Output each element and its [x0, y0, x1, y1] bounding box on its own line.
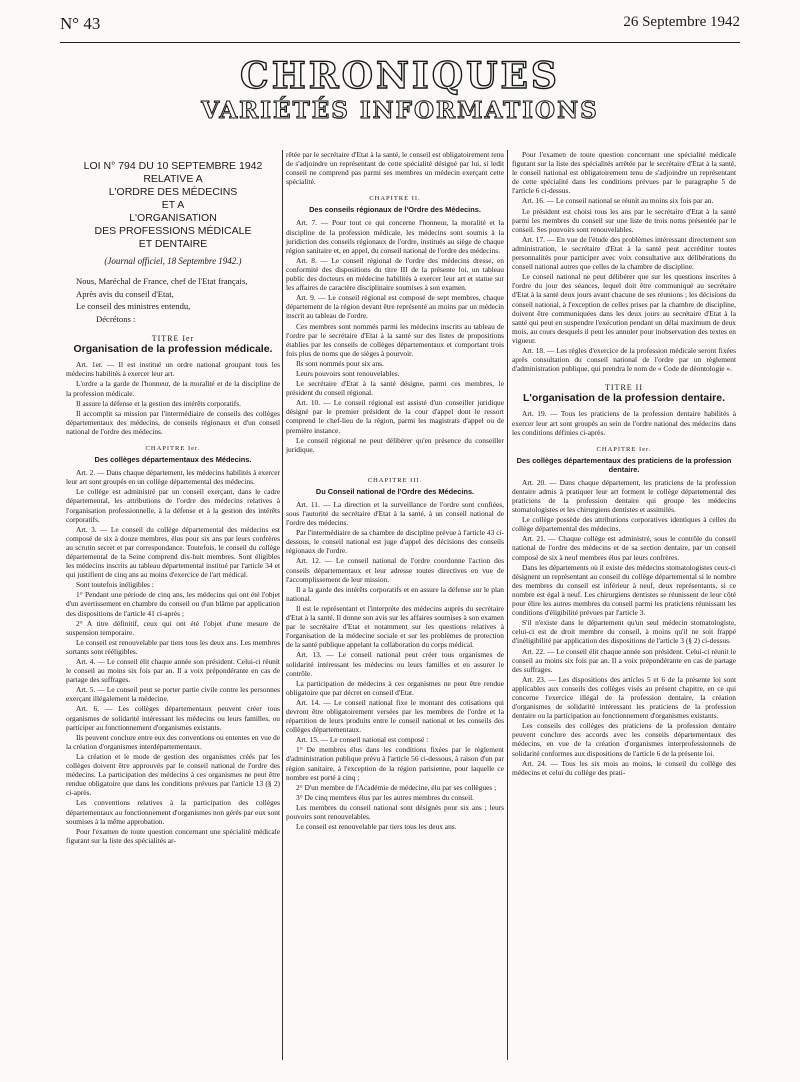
article-paragraph: Par l'intermédiaire de sa chambre de discipline prévue à l'article 43 ci-dessous, le conseil national est juge d'appel des décisions des conseils régionaux de l'ordre.: [286, 528, 504, 556]
article-paragraph: Art. 18. — Les règles d'exercice de la profession médicale seront fixées après consultation du conseil national de l'ordre par un règlement d'administration publique, qui prendra le nom de « Code de déontologie ».: [512, 345, 736, 374]
article-paragraph: Le collège possède des attributions corporatives identiques à celles du collège départemental des médecins.: [512, 515, 736, 534]
chapter-subheading: Des conseils régionaux de l'Ordre des Médecins.: [309, 205, 481, 215]
chapter-subheading: Du Conseil national de l'Ordre des Médecins.: [315, 486, 475, 496]
chapter-heading: CHAPITRE Ier.: [145, 445, 201, 453]
article-paragraph: Ils sont nommés pour six ans.: [296, 358, 384, 368]
article-paragraph: Art. 21. — Chaque collège est administré, sous le contrôle du conseil national de l'ordre des médecins et de sa section dentaire, par un conseil composé de six à neuf membres élus par leurs confrères.: [512, 534, 736, 562]
law-title-line: ET A: [161, 199, 185, 211]
titre-heading: TITRE II: [605, 383, 643, 393]
article-paragraph: Art. 10. — Le conseil régional est assisté d'un conseiller juridique désigné par le premier président de la cour d'appel dont le ressort comprend le chef-lieu de la région, parmi les magistrats d'appel ou de première instance.: [286, 398, 504, 435]
article-paragraph: Art. 15. — Le conseil national est composé :: [296, 735, 429, 745]
column-1: [66, 150, 280, 1068]
journal-reference: (Journal officiel, 18 Septembre 1942.): [104, 256, 242, 266]
chapter-heading: CHAPITRE II.: [369, 195, 421, 203]
article-paragraph: Les conseils des collèges des praticiens de la profession dentaire peuvent conclure des accords avec les conseils départementaux des médecins, en vue de la création d'organismes interprofessionnels de solidarité conformes aux dispositions de l'article 6 de la présente loi.: [512, 721, 736, 758]
law-title-line: L'ORDRE DES MÉDECINS: [108, 186, 238, 198]
article-paragraph: Les conventions relatives à la participation des collèges départementaux au fonctionnement d'organismes non gérés par eux sont soumises à la même approbation.: [66, 798, 280, 826]
article-paragraph: Art. 19. — Tous les praticiens de la profession dentaire habilités à exercer leur art sont groupés au sein de l'ordre national des médecins dans les conditions définies ci-après.: [512, 409, 736, 437]
article-paragraph: Art. 13. — Le conseil national peut créer tous organismes de solidarité intéressant les médecins ou leurs familles et en assurer le contrôle.: [286, 650, 504, 678]
article-paragraph: Il assure la défense et la gestion des intérêts corporatifs.: [76, 398, 241, 408]
article-paragraph: Art. 20. — Dans chaque département, les praticiens de la profession dentaire admis à pratiquer leur art forment le collège départemental des praticiens de la profession dentaire qui groupe les médecins stomatologistes et les chirurgiens dentistes et assimilés.: [512, 477, 736, 515]
column-divider: [282, 150, 283, 1060]
issue-date: 26 Septembre 1942: [623, 14, 740, 30]
issue-number: N° 43: [60, 14, 101, 33]
masthead-subtitle: VARIÉTÉS INFORMATIONS: [201, 97, 599, 124]
article-paragraph: Art. 23. — Les dispositions des articles 5 et 6 de la présente loi sont applicables aux conseils des collèges visés au présent chapitre, en ce qui concerne l'exercice illégal de la profession dentaire, la création d'organismes de solidarité intéressant les praticiens de la profession dentaire ou la participation au fonctionnement d'organismes existants.: [512, 674, 736, 721]
article-paragraph: Art. 22. — Le conseil élit chaque année son président. Celui-ci réunit le conseil au moins six fois par an. Il a voix prépondérante en cas de partage des suffrages.: [512, 646, 736, 674]
article-paragraph: Le collège est administré par un conseil exerçant, dans le cadre départemental, les attributions de l'ordre des médecins relatives à l'organisation professionnelle, à la défense et à la gestion des intérêts corporatifs.: [66, 487, 280, 524]
chapter-heading: CHAPITRE Ier.: [596, 445, 652, 453]
page-header: [60, 14, 740, 40]
article-paragraph: Art. 11. — La direction et la surveillance de l'ordre sont confiées, sous l'autorité du secrétaire d'Etat à la santé, à un conseil national de l'ordre des médecins.: [286, 499, 504, 528]
article-paragraph: 1° De membres élus dans les conditions fixées par le règlement d'administration publique prévu à l'article 56 ci-dessous, à raison d'un par région sanitaire, à l'exception de la région parisienne, pour laquelle ce nombre est porté à cinq ;: [286, 745, 504, 782]
column-3: [512, 150, 736, 1068]
article-paragraph: Art. 5. — Le conseil peut se porter partie civile contre les personnes exerçant illégalement la médecine.: [66, 685, 280, 704]
article-paragraph: Sont toutefois inéligibles :: [76, 580, 154, 590]
article-paragraph: rêtée par le secrétaire d'Etat à la santé, le conseil est obligatoirement tenu de s'adjoindre un représentant de cette spécialité désigné par lui, si ledit conseil ne comprend pas parmi ses membres un médecin exerçant cette spécialité.: [286, 150, 504, 187]
article-paragraph: Leurs pouvoirs sont renouvelables.: [296, 368, 400, 378]
article-paragraph: Art. 9. — Le conseil régional est composé de sept membres, chaque département de la région devant être représenté au moins par un médecin inscrit au tableau de l'ordre.: [286, 293, 504, 321]
article-paragraph: Il a la garde des intérêts corporatifs et en assure la défense sur le plan national.: [286, 584, 504, 603]
law-title-line: ET DENTAIRE: [138, 238, 208, 250]
law-title-line: LOI N° 794 DU 10 SEPTEMBRE 1942: [83, 160, 263, 172]
article-paragraph: Le conseil est renouvelable par tiers tous les deux ans.: [296, 822, 457, 832]
preamble-line: Après avis du conseil d'Etat,: [76, 288, 174, 299]
article-paragraph: La participation de médecins à ces organismes ne peut être rendue obligatoire que par décret en conseil d'Etat.: [286, 678, 504, 697]
titre-heading: TITRE Ier: [151, 334, 195, 344]
article-paragraph: Le conseil est renouvelable par tiers tous les deux ans. Les membres sortants sont rééligibles.: [66, 637, 280, 656]
chapter-heading: CHAPITRE III.: [367, 476, 423, 484]
preamble-line: Nous, Maréchal de France, chef de l'Etat français,: [76, 276, 248, 287]
article-paragraph: Les membres du conseil national sont désignés pour six ans ; leurs pouvoirs sont renouvelables.: [286, 802, 504, 821]
article-paragraph: 2° A titre définitif, ceux qui ont été l'objet d'une mesure de suspension temporaire.: [66, 618, 280, 637]
article-paragraph: S'il n'existe dans le département qu'un seul médecin stomatologiste, celui-ci est de droit membre du conseil, à moins qu'il ne soit frappé d'inéligibilité par application des dispositions de l'article 3 (§ 2) ci-dessus.: [512, 618, 736, 646]
article-paragraph: La création et le mode de gestion des organismes créés par les collèges doivent être approuvés par le conseil national de l'ordre des médecins. La participation des médecins à ces organismes ne peut être rendue obligatoire que dans les conditions prévues par l'article 13 (§ 2) ci-après.: [66, 751, 280, 798]
article-paragraph: Dans les départements où il existe des médecins stomatologistes ceux-ci désignent un représentant au conseil du collège départemental si le nombre des membres du conseil est inférieur à neuf, deux représentants, si ce nombre est égal à neuf. Les chirurgiens dentistes se réunissent de leur côté pour élire les autres membres du conseil parmi les praticiens réunissant les conditions d'éligibilité prévues par l'article 3.: [512, 562, 736, 618]
article-paragraph: Art. 4. — Le conseil élit chaque année son président. Celui-ci réunit le conseil au moins six fois par an. Il a voix prépondérante en cas de partage des suffrages.: [66, 657, 280, 685]
article-paragraph: Ces membres sont nommés parmi les médecins inscrits au tableau de l'ordre par le secrétaire d'Etat à la santé sur des listes de propositions établies par les conseils de collèges départementaux et comportant trois fois plus de noms que de sièges à pourvoir.: [286, 321, 504, 358]
article-paragraph: Ils peuvent conclure entre eux des conventions ou ententes en vue de la création d'organismes interdépartementaux.: [66, 732, 280, 751]
article-paragraph: Il est le représentant et l'interprète des médecins auprès du secrétaire d'Etat à la santé. Il donne son avis sur les affaires soumises à son examen par le secrétaire d'Etat et notamment sur les questions relatives à l'organisation de la médecine sociale et sur les problèmes de protection de la santé publique appelant la collaboration du corps médical.: [286, 603, 504, 650]
preamble-line: Décrétons :: [96, 313, 136, 324]
article-paragraph: Le secrétaire d'Etat à la santé désigne, parmi ces membres, le président du conseil régional.: [286, 379, 504, 398]
article-paragraph: 3° De cinq membres élus par les autres membres du conseil.: [296, 792, 475, 802]
article-paragraph: Le président est choisi tous les ans par le secrétaire d'Etat à la santé parmi les membres du conseil sur une liste de trois noms présentée par le conseil. Ses pouvoirs sont renouvelables.: [512, 206, 736, 234]
article-paragraph: Art. 6. — Les collèges départementaux peuvent créer tous organismes de solidarité intéressant les médecins ou leurs familles, ou participer au fonctionnement d'organismes existants.: [66, 704, 280, 732]
article-paragraph: Art. 1er. — Il est institué un ordre national groupant tous les médecins habilités à exercer leur art.: [66, 360, 280, 379]
article-paragraph: Art. 16. — Le conseil national se réunit au moins six fois par an.: [522, 196, 714, 206]
article-paragraph: Le conseil régional ne peut délibérer qu'en présence du conseiller juridique.: [286, 435, 504, 454]
article-paragraph: Pour l'examen de toute question concernant une spécialité médicale figurant sur la liste des spécialités arrêtée par le secrétaire d'Etat à la santé, le conseil national est obligatoirement tenu de s'adjoindre un représentant de cette spécialité dans les conditions prévues par le paragraphe 5 de l'article 6 ci-dessus.: [512, 150, 736, 196]
column-divider: [507, 150, 508, 1060]
article-paragraph: Art. 3. — Le conseil du collège départemental des médecins est composé de six à douze membres, élus pour six ans par leurs confrères au scrutin secret et par correspondance. Toutefois, le conseil du collège départemental de la Seine comprend dix-huit membres. Sont éligibles les médecins inscrits au tableau départemental institué par l'article 34 et qui justifient de cinq ans au moins d'exercice de l'art médical.: [66, 524, 280, 580]
article-paragraph: 1° Pendant une période de cinq ans, les médecins qui ont été l'objet d'un avertissement en chambre du conseil ou d'un blâme par application des dispositions de l'article 41 ci-après ;: [66, 590, 280, 618]
article-paragraph: Le conseil national ne peut délibérer que sur les questions inscrites à l'ordre du jour des séances, lequel doit être communiqué au secrétaire d'Etat à la santé deux jours avant chacune de ses réunions ; les décisions du conseil national, à l'exception de celles prises par la chambre de discipline, doivent être communiquées dans les deux jours au secrétaire d'Etat à la santé qui peut en suspendre l'exécution pendant un délai maximum de deux mois, au cours desquels il peut les annuler pour inobservation des textes en vigueur.: [512, 272, 736, 345]
masthead: [0, 56, 800, 126]
article-paragraph: Art. 8. — Le conseil régional de l'ordre des médecins dresse, en conformité des dispositions du titre III de la présente loi, un tableau public des docteurs en médecine habilités à exercer leur art et statue sur les affaires de caractère disciplinaire soumises à son examen.: [286, 255, 504, 293]
article-paragraph: L'ordre a la garde de l'honneur, de la moralité et de la discipline de la profession médicale.: [66, 379, 280, 398]
preamble-line: Le conseil des ministres entendu,: [76, 301, 191, 312]
law-title-line: RELATIVE A: [143, 173, 203, 185]
article-paragraph: Art. 17. — En vue de l'étude des problèmes intéressant directement son administration, le secrétaire d'Etat à la santé peut accréditer toutes personnalités pour participer avec voix consultative aux délibérations du conseil national autres que celles de la chambre de discipline.: [512, 234, 736, 272]
titre-subheading: L'organisation de la profession dentaire.: [522, 392, 726, 405]
law-title: [66, 160, 280, 251]
article-paragraph: Art. 2. — Dans chaque département, les médecins habilités à exercer leur art sont groupés en un collège départemental des médecins.: [66, 468, 280, 487]
law-title-line: L'ORGANISATION: [129, 212, 217, 224]
chapter-subheading: Des collèges départementaux des Médecins.: [94, 455, 252, 465]
titre-subheading: Organisation de la profession médicale.: [73, 343, 273, 356]
article-paragraph: 2° D'un membre de l'Académie de médecine, élu par ses collègues ;: [296, 782, 497, 792]
chapter-subheading: Des collèges départementaux des praticiens de la profession dentaire.: [516, 455, 732, 474]
article-paragraph: Art. 24. — Tous les six mois au moins, le conseil du collège des médecins et celui du collège des prati-: [512, 758, 736, 777]
article-paragraph: Pour l'examen de toute question concernant une spécialité médicale figurant sur la liste des spécialités ar-: [66, 826, 280, 845]
masthead-title: CHRONIQUES: [240, 55, 560, 97]
header-rule: [60, 42, 740, 43]
article-paragraph: Art. 14. — Le conseil national fixe le montant des cotisations qui devront être obligatoirement versées par les membres de l'ordre et la répartition de leurs produits entre le conseil national et les conseils des collèges départementaux.: [286, 697, 504, 735]
article-paragraph: Il accomplit sa mission par l'intermédiaire de conseils des collèges départementaux des médecins, de conseils régionaux et d'un conseil national de l'ordre des médecins.: [66, 408, 280, 436]
article-paragraph: Art. 12. — Le conseil national de l'ordre coordonne l'action des conseils départementaux et leur adresse toutes directives en vue de l'accomplissement de leur mission.: [286, 556, 504, 584]
column-2: [286, 150, 504, 1068]
law-title-line: DES PROFESSIONS MÉDICALE: [94, 225, 252, 237]
article-paragraph: Art. 7. — Pour tout ce qui concerne l'honneur, la moralité et la discipline de la profession médicale, les médecins sont soumis à la juridiction des conseils régionaux de l'ordre, institués au siège de chaque région sanitaire et, en appel, du conseil national de l'ordre des médecins.: [286, 218, 504, 255]
